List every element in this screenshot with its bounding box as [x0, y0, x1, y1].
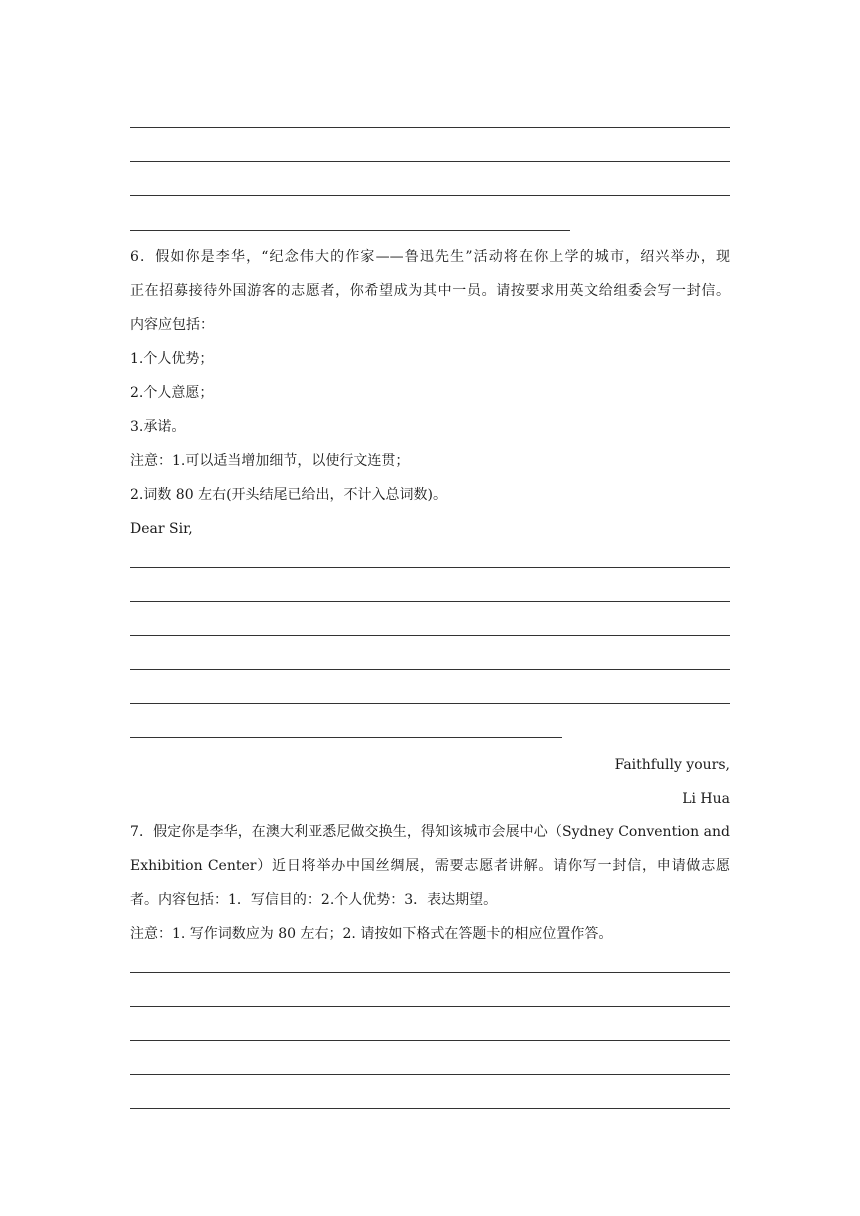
- letter-signature: Li Hua: [682, 791, 730, 807]
- answer-line[interactable]: [130, 1108, 730, 1109]
- q6-content-item: 1.个人优势；: [130, 351, 214, 367]
- answer-line[interactable]: [130, 1074, 730, 1075]
- letter-greeting: Dear Sir,: [130, 521, 193, 537]
- q6-prompt-line: 正在招募接待外国游客的志愿者，你希望成为其中一员。请按要求用英文给组委会写一封信。: [130, 283, 730, 299]
- q6-prompt-line: 6．假如你是李华，“纪念伟大的作家——鲁迅先生”活动将在你上学的城市，绍兴举办，现: [130, 249, 730, 265]
- answer-line[interactable]: [130, 1006, 730, 1007]
- answer-line[interactable]: [130, 161, 730, 162]
- answer-line[interactable]: [130, 703, 730, 704]
- answer-line[interactable]: [130, 669, 730, 670]
- q6-note: 注意：1.可以适当增加细节，以使行文连贯；: [130, 453, 410, 469]
- q7-prompt-line: Exhibition Center）近日将举办中国丝绸展，需要志愿者讲解。请你写一封信，申请做志愿: [130, 858, 730, 874]
- letter-closing: Faithfully yours,: [614, 757, 730, 773]
- answer-line[interactable]: [130, 127, 730, 128]
- answer-line[interactable]: [130, 635, 730, 636]
- answer-line[interactable]: [130, 195, 730, 196]
- q7-prompt-line: 者。内容包括：1．写信目的：2.个人优势：3．表达期望。: [130, 892, 498, 908]
- answer-line[interactable]: [130, 601, 730, 602]
- q6-prompt-line: 内容应包括：: [130, 317, 214, 333]
- answer-line[interactable]: [130, 567, 730, 568]
- q6-content-item: 2.个人意愿；: [130, 385, 214, 401]
- q6-content-item: 3.承诺。: [130, 419, 186, 435]
- worksheet-page: [130, 0, 730, 1216]
- answer-line[interactable]: [130, 1040, 730, 1041]
- q7-note: 注意：1. 写作词数应为 80 左右；2. 请按如下格式在答题卡的相应位置作答。: [130, 926, 613, 942]
- answer-line[interactable]: [130, 737, 562, 738]
- q7-prompt-line: 7．假定你是李华，在澳大利亚悉尼做交换生，得知该城市会展中心（Sydney Convention and: [130, 824, 730, 840]
- q6-note: 2.词数 80 左右(开头结尾已给出，不计入总词数)。: [130, 487, 447, 503]
- answer-line[interactable]: [130, 972, 730, 973]
- answer-line[interactable]: [130, 230, 570, 231]
